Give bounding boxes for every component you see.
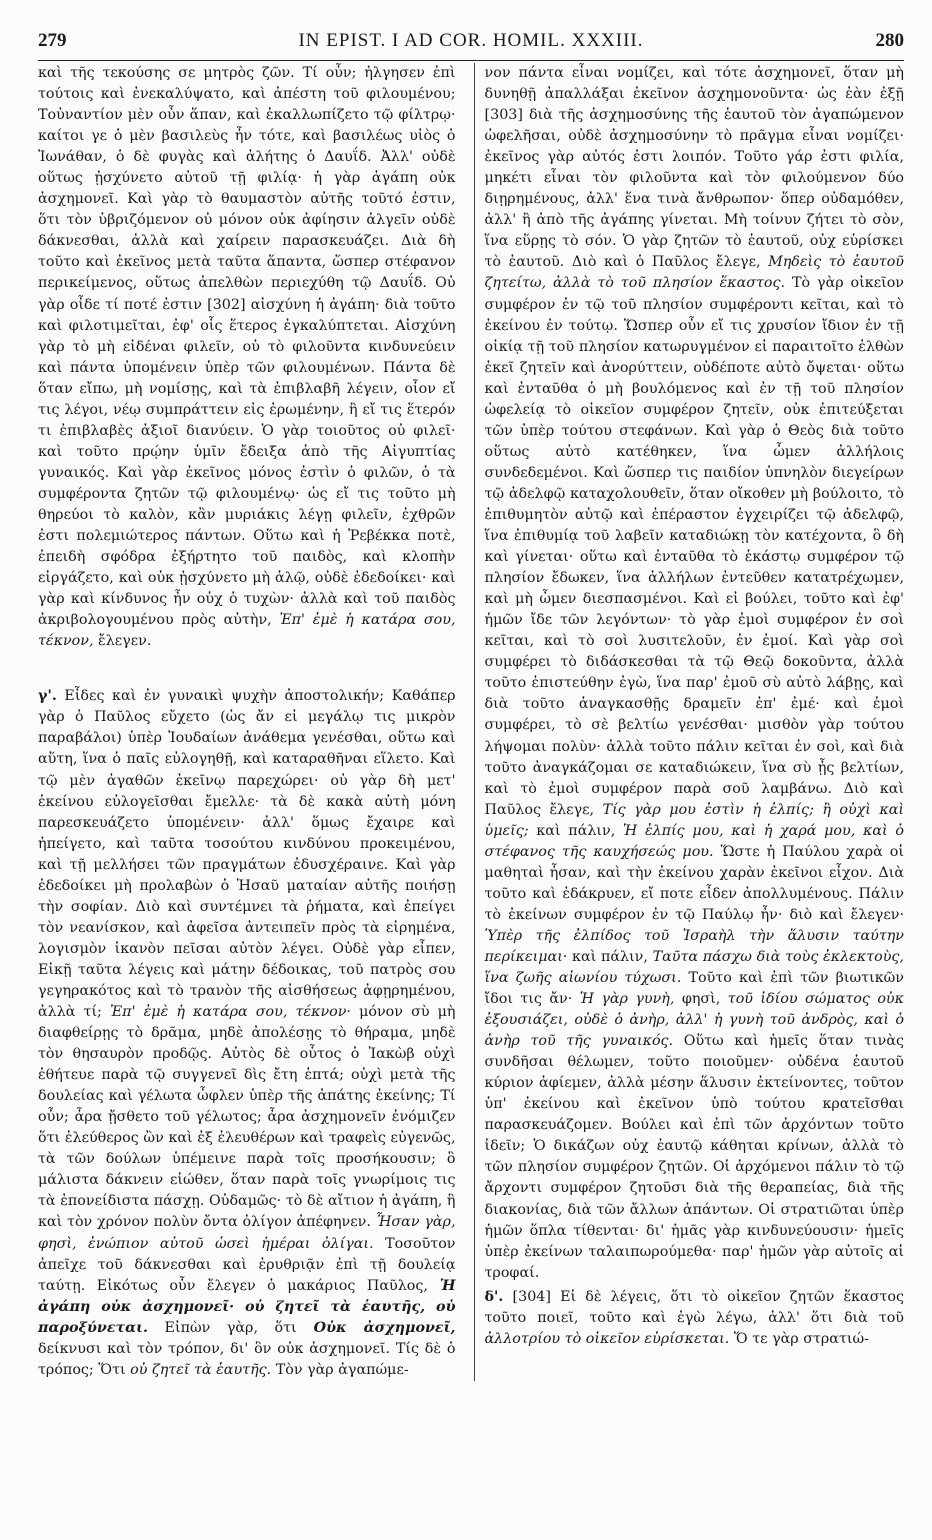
running-header bbox=[38, 30, 904, 54]
scripture-quote: Οὐκ ἀσχημονεῖ, bbox=[296, 1319, 456, 1336]
section-marker: γ'. bbox=[38, 688, 57, 705]
body-text: φησὶ, bbox=[674, 991, 721, 1008]
body-text: Ὅ τε γὰρ στρατιώ- bbox=[729, 1330, 869, 1347]
scripture-quote: Ἐπ' ἐμὲ ἡ κατάρα σου, τέκνον· bbox=[101, 1004, 351, 1021]
page-number-left: 279 bbox=[38, 30, 67, 51]
paragraph bbox=[485, 63, 904, 1284]
body-text: Τοσοῦτον ἀπεῖχε τοῦ δάκνεσθαι καὶ ἐρυθριᾷν ἐπὶ τῇ δουλείᾳ ταύτῃ. Εἰκότως οὖν ἔλεγεν ὁ μακάριος Παῦλος, bbox=[38, 1235, 456, 1294]
body-text: Τὸν γὰρ ἀγαπώμε- bbox=[271, 1361, 409, 1378]
body-text: Οὕτω καὶ ἡμεῖς ὅταν τινὰς συνδῆσαι θέλωμεν, τοῦτο ποιοῦμεν· οὐδένα ἑαυτοῦ κύριον ἀφίεμεν, ἀλλὰ μέσην ἅλυσιν ἐκτείνοντες, τοῦτον ὑπ' ἐκείνου καὶ ἐκεῖνον ὑπὸ τούτου κρατεῖσθαι παρασκευάζομεν. Βούλει καὶ ἐπὶ τῶν ἀρχόντων τοῦτο ἰδεῖν; Ὁ δικάζων οὐχ ἑαυτῷ κάθηται κρίνων, ἀλλὰ τὸ τῶν πλησίον συμφέρον ζητῶν. Οἱ ἀρχόμενοι πάλιν τὸ τῷ ἄρχοντι συμφέρον ζητοῦσι διὰ τῆς θεραπείας, διὰ τῆς διακονίας, διὰ τῶν ἄλλων ἁπάντων. Οἱ στρατιῶται ὑπὲρ ἡμῶν ὅπλα τίθενται· δι' ἡμᾶς γὰρ κινδυνεύουσιν· ἡμεῖς ὑπὲρ ἐκείνων ταλαιπωρούμεθα· παρ' ἡμῶν γὰρ αὐτοῖς αἱ τροφαί. bbox=[484, 1033, 904, 1281]
left-column bbox=[38, 63, 456, 1381]
scripture-quote: Ἡ γὰρ γυνὴ, bbox=[572, 991, 675, 1008]
body-text: καὶ πάλιν, bbox=[567, 948, 648, 965]
body-text: Τὸ γὰρ οἰκεῖον συμφέρον ἐν τῷ τοῦ πλησίον συμφέροντι κεῖται, καὶ τὸ ἐκείνου ἐν τούτῳ. Ὥσπερ οὖν εἴ τις χρυσίον ἴδιον ἐν τῇ οἰκίᾳ τῇ τοῦ πλησίον κατωρυγμένον εἰ παραιτοῖτο ἐλθὼν ἐκεῖ ζητεῖν καὶ ἀνορύττειν, οὐδέποτε αὐτὸ ὄψεται· οὕτω καὶ ἐνταῦθα ὁ μὴ βουλόμενος καὶ ἐν τῇ τοῦ πλησίον ὠφελείᾳ τὸ οἰκεῖον συμφέρον ζητεῖν, οὐκ ἐπιτεύξεται τῶν ὑπὲρ τούτου στεφάνων. Καὶ γὰρ ὁ Θεὸς διὰ τοῦτο οὕτως αὐτὸ κατέθηκεν, ἵνα ὦμεν ἀλλήλοις συνδεδεμένοι. Καὶ ὥσπερ τις παιδίον ὑπνηλὸν διεγείρων τῷ ἀδελφῷ καταχολουθεῖν, ὅταν οἴκοθεν μὴ βούλοιτο, τὸ ἐπιθυμητὸν αὐτῷ καὶ ἐπέραστον ἐγχειρίζει τῷ ἀδελφῷ, ἵνα ἐπιθυμίᾳ τοῦ λαβεῖν καταδιώκῃ τὸν κατέχοντα, ὃ δὴ καὶ γίνεται· οὕτω καὶ ἐνταῦθα τὸ ἑκάστῳ συμφέρον τῷ πλησίον ἔδωκεν, ἵνα ἀλλήλων ἐντεῦθεν κατατρέχωμεν, καὶ μὴ ὦμεν διεσπασμένοι. Καὶ εἰ βούλει, τοῦτο καὶ ἐφ' ἡμῶν ἴδε τῶν λεγόντων· τὸ γὰρ ἐμοὶ συμφέρον ἐν σοὶ κεῖται, καὶ τὸ σοὶ λυσιτελοῦν, ἐν ἐμοί. Καὶ γὰρ σοὶ συμφέρει τὸ διδάσκεσθαι τὰ τῷ Θεῷ δοκοῦντα, ἀλλὰ τοῦτο ἐπιστεύθην ἐγὼ, ἵνα παρ' ἐμοῦ σὺ αὐτὸ λάβῃς, καὶ διὰ τοῦτο ἀναγκασθῇς δραμεῖν ἐπ' ἐμέ· καὶ ἐμοὶ συμφέρει, τὸ σὲ βελτίω γενέσθαι· μισθὸν γὰρ τούτου λήψομαι πολὺν· ἀλλὰ τοῦτο πάλιν κεῖται ἐν σοὶ, καὶ διὰ τοῦτο ἀναγκάζομαι σε καταδιώκειν, ἵνα σὺ ᾖς βελτίων, καὶ τὸ ἐμοὶ συμφέρον παρὰ σοῦ λαμβάνω. Διὸ καὶ Παῦλος ἔλεγε, bbox=[484, 275, 904, 818]
scripture-quote: Ἦσαν γὰρ, φησὶ, ἐνώπιον αὐτοῦ ὡσεὶ ἡμέραι ὀλίγαι. bbox=[38, 1214, 456, 1252]
scripture-quote: Ταῦτα πάσχω διὰ τοὺς ἐκλεκτοὺς, ἵνα ζωῆς αἰωνίου τύχωσι. bbox=[484, 948, 904, 987]
scripture-quote: Ἡ ἀγάπη οὐκ ἀσχημονεῖ· οὐ ζητεῖ τὰ ἑαυτῆς, οὐ παροξύνεται. bbox=[38, 1277, 456, 1336]
body-text: Τοῦτο καὶ ἐπὶ τῶν βιωτικῶν ἴδοι τις ἄν· bbox=[484, 970, 904, 1008]
body-text: νον πάντα εἶναι νομίζει, καὶ τότε ἀσχημονεῖ, ὅταν μὴ δυνηθῇ ἀπαλλάξαι ἐκεῖνον ἀσχημονοῦντα· ὡς ἐὰν ἐξῇ [303] διὰ τῆς ἀσχημοσύνης τῆς ἑαυτοῦ τὸν ἀγαπώμενον ὠφελῆσαι, οὐδὲ ἀσχημοσύνην τὸ πρᾶγμα εἶναι νομίζει· ἐκεῖνος γὰρ αὐτός ἐστι λοιπόν. Τοῦτο γάρ ἐστι φιλία, μηκέτι εἶναι τὸν φιλοῦντα καὶ τὸν φιλούμενον δύο διῃρημένους, ἀλλ' ἕνα τινὰ ἄνθρωπον· ὅπερ οὐδαμόθεν, ἀλλ' ἢ ἀπὸ τῆς ἀγάπης γίνεται. Μὴ τοίνυν ζήτει τὸ σὸν, ἵνα εὕρῃς τὸ σόν. Ὁ γὰρ ζητῶν τὸ ἑαυτοῦ, οὐχ εὑρίσκει τὸ ἑαυτοῦ. Διὸ καὶ ὁ Παῦλος ἔλεγε, bbox=[484, 65, 904, 271]
scripture-quote: τοῦ ἰδίου σώματος οὐκ ἐξουσιάζει, οὐδὲ ὁ ἀνὴρ, ἀλλ' ἡ γυνὴ τοῦ ἀνδρὸς, καὶ ὁ ἀνὴρ τοῦ τῆς γυναικός. bbox=[484, 991, 904, 1050]
body-text: Εἰπὼν γὰρ, ὅτι bbox=[148, 1319, 297, 1336]
scripture-quote: Ἡ ἐλπίς μου, καὶ ἡ χαρά μου, καὶ ὁ στέφανος τῆς καυχήσεώς μου. bbox=[484, 822, 905, 860]
text-columns bbox=[38, 63, 904, 1381]
body-text: μόνον σὺ μὴ διαφθείρῃς τὸ δρᾶμα, μηδὲ ἀπολέσῃς τὸ θήραμα, μηδὲ τὸν θησαυρὸν προδῷς. Αὐτὸς δὲ οὗτος ὁ Ἰακὼβ οὐχὶ ἐθήτευε παρὰ τῷ συγγενεῖ δὶς ἔτη ἑπτά; οὐχὶ μετὰ τῆς δουλείας καὶ γέλωτα ὦφλεν ὑπὲρ τῆς ἀπάτης ἐκείνης; Τί οὖν; ἆρα ᾔσθετο τοῦ γέλωτος; ἆρα ἀσχημονεῖν ἐνόμιζεν ὅτι ἐλεύθερος ὢν καὶ ἐξ ἐλευθέρων καὶ τραφεὶς εὐγενῶς, τὰ τῶν δούλων ὑπέμεινε παρὰ τοῖς προσήκουσιν; ὃ μάλιστα δάκνειν εἰώθεν, ὅταν παρὰ τοῖς γνωρίμοις τις τὰ ἐπονείδιστα πάσχῃ. Οὐδαμῶς· τὸ δὲ αἴτιον ἡ ἀγάπη, ἣ καὶ τὸν χρόνον πολὺν ὄντα ὀλίγον ἀπέφηνεν. bbox=[38, 1004, 456, 1231]
body-text: καὶ πάλιν, bbox=[528, 822, 616, 839]
page-number-right: 280 bbox=[875, 30, 904, 51]
scripture-quote: Τίς γὰρ μου ἐστὶν ἡ ἐλπίς; ἢ οὐχὶ καὶ ὑμεῖς; bbox=[484, 801, 904, 839]
header-rule bbox=[38, 60, 904, 61]
body-text: Ὥστε ἡ Παύλου χαρὰ οἱ μαθηταὶ ἦσαν, καὶ τὴν ἐκείνου χαρὰν ἐκεῖνοι εἶχον. Διὰ τοῦτο καὶ ἐδάκρυεν, εἴ ποτε εἶδεν ἀπολλυμένους. Πάλιν τὸ ἐκείνων συμφέρον ἐν τῷ Παύλῳ ἦν· διὸ καὶ ἔλεγεν· bbox=[484, 843, 905, 923]
right-column bbox=[474, 63, 904, 1381]
body-text: δείκνυσι καὶ τὸν τρόπον, δι' ὃν οὐκ ἀσχημονεῖ. Τίς δὲ ὁ τρόπος; Ὅτι bbox=[38, 1340, 456, 1378]
paragraph bbox=[38, 63, 456, 652]
scripture-quote: Ἐπ' ἐμὲ ἡ κατάρα σου, τέκνον, bbox=[38, 612, 456, 650]
body-text: καὶ τῆς τεκούσης σε μητρὸς ζῶν. Τί οὖν; ἠλγησεν ἐπὶ τούτοις καὶ ἐνεκαλύψατο, καὶ ἀπέστη τοῦ φιλουμένου; Τοὐναντίον μὲν οὖν ἅπαν, καὶ ἐκαλλωπίζετο τῷ φίλτρῳ· καίτοι γε ὁ μὲν βασιλεὺς ἦν τότε, καὶ βασιλέως υἱὸς ὁ Ἰωνάθαν, ὁ δὲ φυγὰς καὶ ἀλήτης ὁ Δαυΐδ. Ἀλλ' οὐδὲ οὕτως ᾐσχύνετο αὐτοῦ τῇ φιλίᾳ· ἡ γὰρ ἀγάπη οὐκ ἀσχημονεῖ. Καὶ γὰρ τὸ θαυμαστὸν αὐτῆς τοῦτό ἐστιν, ὅτι τὸν ὑβριζόμενον οὐ μόνον οὐκ ἀφίησιν ἀλγεῖν οὐδὲ δάκνεσθαι, ἀλλὰ καὶ χαίρειν παρασκευάζει. Διὰ δὴ τοῦτο καὶ ἐκεῖνος μετὰ ταῦτα ἅπαντα, ὥσπερ στέφανον περικείμενος, οὕτως ἀπελθὼν περιεχύθη τῷ Δαυΐδ. Οὐ γὰρ οἶδε τί ποτέ ἐστιν [302] αἰσχύνη ἡ ἀγάπη· διὰ τοῦτο καὶ φιλοτιμεῖται, ἐφ' οἷς ἕτερος ἐγκαλύπτεται. Αἰσχύνη γὰρ τὸ μὴ εἰδέναι φιλεῖν, οὐ τὸ φιλοῦντα κινδυνεύειν καὶ πάντα ὑπομένειν ὑπὲρ τῶν φιλουμένων. Πάντα δὲ ὅταν εἴπω, μὴ νομίσῃς, καὶ τὰ ἐπιβλαβῆ λέγειν, οἷον εἴ τις λέγοι, νέῳ συμπράττειν εἰς ἐρωμένην, ἢ εἴ τις ἕτερόν τι ἐπιβλαβὲς ἀξιοῖ διανύειν. Ὁ γὰρ τοιοῦτος οὐ φιλεῖ· καὶ τοῦτο πρῴην ὑμῖν ἔδειξα ἀπὸ τῆς Αἰγυπτίας γυναικός. Καὶ γὰρ ἐκεῖνος μόνος ἐστὶν ὁ φιλῶν, ὁ τὰ συμφέροντα ζητῶν τῷ φιλουμένῳ· ὡς εἴ τις τοῦτο μὴ θηρεύοι τὸ καλὸν, κἂν μυριάκις λέγῃ φιλεῖν, ἐχθρῶν ἐστι πολεμιώτερος πάντων. Οὕτω καὶ ἡ Ῥεβέκκα ποτὲ, ἐπειδὴ σφόδρα ἐξήρτητο τοῦ παιδὸς, καὶ κλοπὴν εἰργάζετο, καὶ οὐκ ᾐσχύνετο μὴ ἁλῷ, οὐδὲ ἐδεδοίκει· καὶ γὰρ καὶ κίνδυνος ἦν οὐχ ὁ τυχὼν· ἀλλὰ καὶ τοῦ παιδὸς ἀκριβολογουμένου πρὸς αὐτὴν, bbox=[38, 65, 456, 629]
scripture-quote: ἀλλοτρίου τὸ οἰκεῖον εὑρίσκεται. bbox=[484, 1330, 730, 1347]
paragraph-section-3 bbox=[38, 686, 456, 1381]
body-text: Εἶδες καὶ ἐν γυναικὶ ψυχὴν ἀποστολικήν; Καθάπερ γὰρ ὁ Παῦλος εὔχετο (ὡς ἄν εἰ μεγάλῳ τις μικρὸν παραβάλοι) ὑπὲρ Ἰουδαίων ἀνάθεμα γενέσθαι, οὕτω καὶ αὕτη, ἵνα ὁ παῖς εὐλογηθῇ, καὶ καταραθῆναι εἵλετο. Καὶ τῷ μὲν ἀγαθῶν ἐκεῖνῳ παρεχώρει· οὐ γὰρ δὴ μετ' ἐκείνου εὐλογεῖσθαι ἔμελλε· τὰ δὲ κακὰ αὐτὴ μόνη παρεσκευάζετο ὑπομένειν· ἀλλ' ὅμως ἔχαιρε καὶ ἠπείγετο, καὶ ταῦτα τοσούτου κινδύνου προκειμένου, καὶ τῇ μελλήσει τῶν πραγμάτων ἐδυσχέραινε. Καὶ γὰρ ἐδεδοίκει μὴ προλαβὼν ὁ Ἡσαῦ ματαίαν αὐτῆς ποιήσῃ τὴν σοφίαν. Διὸ καὶ συντέμνει τὰ ῥήματα, καὶ ἐπείγει τὸν νεανίσκον, καὶ ἀφεῖσα ἀντειπεῖν πρὸς τὰ εἰρημένα, λογισμὸν ἱκανὸν πεῖσαι αὐτὸν λέγει. Οὐδὲ γὰρ εἶπεν, Εἰκῇ ταῦτα λέγεις καὶ μάτην δέδοικας, τοῦ πατρὸς σου γεγηρακότος καὶ τὸ τρανὸν τῆς αἰσθήσεως ἀφῃρημένου, ἀλλὰ τί; bbox=[38, 688, 456, 1021]
scripture-quote: Ὑπὲρ τῆς ἐλπίδος τοῦ Ἰσραὴλ τὴν ἅλυσιν ταύτην περίκειμαι· bbox=[484, 927, 904, 965]
running-title: IN EPIST. I AD COR. HOMIL. XXXIII. bbox=[298, 30, 644, 51]
scripture-quote: Μηδεὶς τὸ ἑαυτοῦ ζητείτω, ἀλλὰ τὸ τοῦ πλησίον ἕκαστος. bbox=[484, 254, 904, 292]
body-text: ἔλεγεν. bbox=[93, 633, 152, 650]
scripture-quote: οὐ ζητεῖ τὰ ἑαυτῆς. bbox=[125, 1361, 272, 1378]
paragraph-section-4 bbox=[485, 1287, 904, 1350]
body-text: [304] Εἰ δὲ λέγεις, ὅτι τὸ οἰκεῖον ζητῶν ἕκαστος τοῦτο ποιεῖ, τοῦτο καὶ ἐγὼ λέγω, ἀλλ' ὅτι διὰ τοῦ bbox=[484, 1288, 904, 1326]
section-marker: δ'. bbox=[484, 1288, 504, 1305]
